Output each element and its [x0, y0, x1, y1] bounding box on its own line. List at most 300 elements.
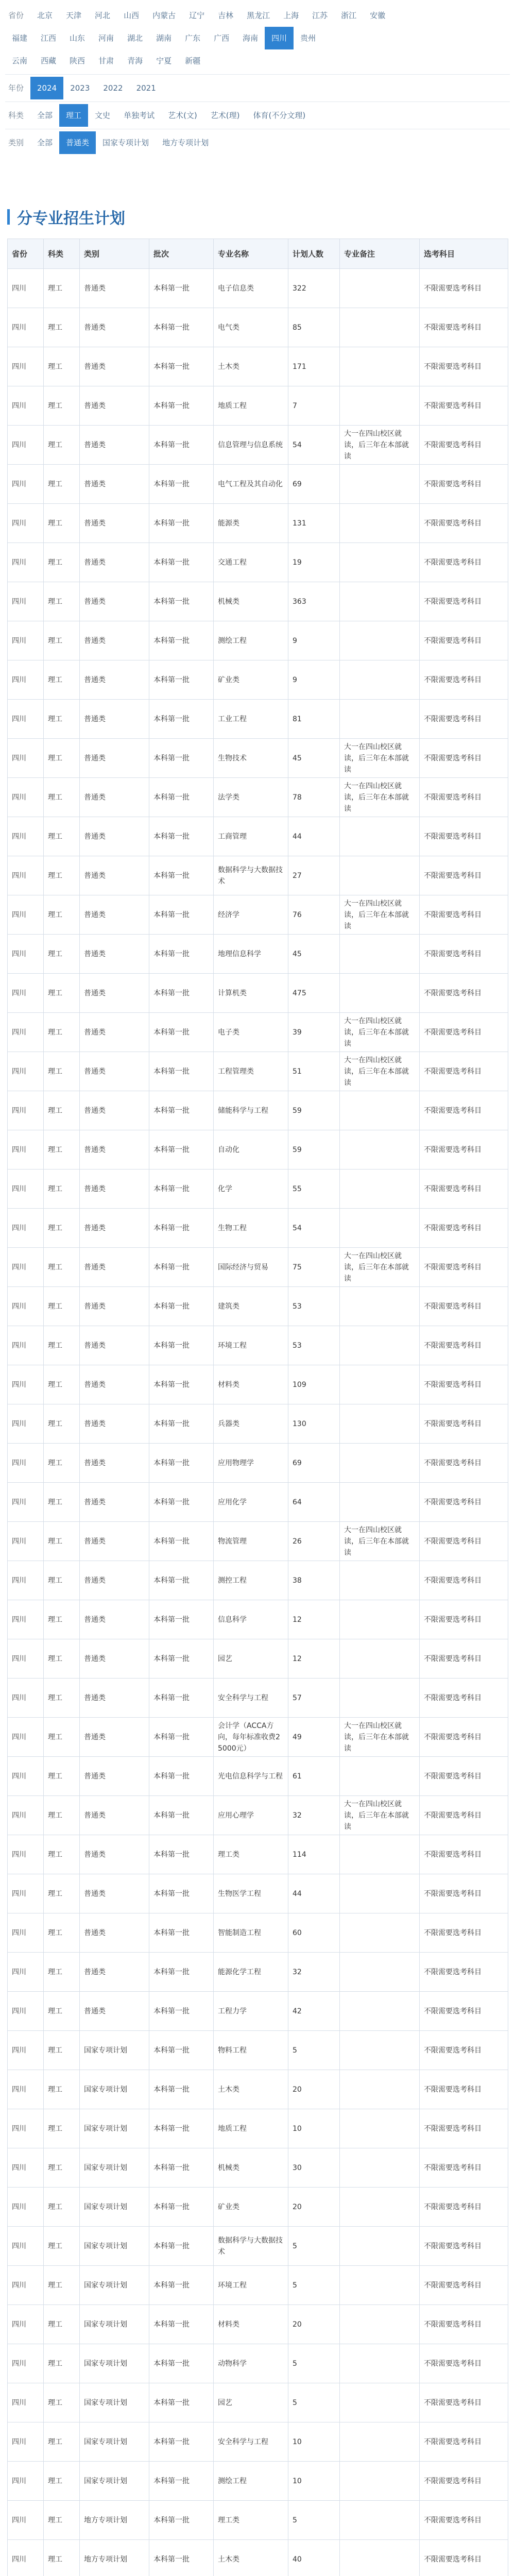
table-cell — [340, 2188, 420, 2227]
table-cell: 本科第一批 — [149, 2109, 214, 2148]
table-cell: 理工 — [44, 2109, 80, 2148]
table-cell: 普通类 — [80, 974, 149, 1013]
table-cell: 四川 — [8, 1992, 44, 2031]
table-cell: 本科第一批 — [149, 1561, 214, 1600]
table-cell: 理工 — [44, 1404, 80, 1444]
table-cell: 本科第一批 — [149, 269, 214, 308]
table-cell — [340, 1600, 420, 1639]
table-row — [8, 1248, 508, 1287]
table-cell: 工业工程 — [214, 700, 288, 739]
table-cell: 本科第一批 — [149, 1835, 214, 1874]
filter-option[interactable]: 理工 — [59, 104, 88, 127]
table-cell: 普通类 — [80, 1483, 149, 1522]
table-cell: 不限需要选考科目 — [420, 1209, 508, 1248]
table-row — [8, 817, 508, 856]
table-cell: 兵器类 — [214, 1404, 288, 1444]
table-cell: 53 — [288, 1326, 340, 1365]
table-cell: 理工 — [44, 1679, 80, 1718]
table-row — [8, 1444, 508, 1483]
table-cell: 智能制造工程 — [214, 1913, 288, 1953]
filter-option[interactable]: 单独考试 — [124, 111, 155, 120]
table-cell: 54 — [288, 426, 340, 465]
batch-label: 类别 — [8, 138, 24, 147]
table-cell — [340, 465, 420, 504]
table-cell: 材料类 — [214, 2305, 288, 2344]
filter-option[interactable]: 青海 — [127, 56, 143, 65]
table-cell: 本科第一批 — [149, 1639, 214, 1679]
table-cell: 四川 — [8, 1287, 44, 1326]
table-cell: 物流管理 — [214, 1522, 288, 1561]
table-cell: 测绘工程 — [214, 621, 288, 660]
table-cell: 不限需要选考科目 — [420, 582, 508, 621]
table-cell: 109 — [288, 1365, 340, 1404]
filter-option[interactable]: 体育(不分文理) — [253, 111, 306, 120]
table-body — [8, 269, 508, 2576]
table-cell: 363 — [288, 582, 340, 621]
subject-filter-row — [5, 101, 510, 127]
table-cell: 普通类 — [80, 347, 149, 386]
table-cell: 不限需要选考科目 — [420, 1013, 508, 1052]
table-cell: 171 — [288, 347, 340, 386]
table-cell: 普通类 — [80, 1639, 149, 1679]
table-cell: 能源类 — [214, 504, 288, 543]
subject-label: 科类 — [8, 111, 24, 120]
table-cell — [340, 2227, 420, 2266]
table-cell: 普通类 — [80, 269, 149, 308]
filter-option[interactable]: 国家专项计划 — [102, 138, 149, 147]
table-cell: 矿业类 — [214, 660, 288, 700]
filter-option[interactable]: 黑龙江 — [247, 11, 270, 20]
table-cell: 40 — [288, 2540, 340, 2576]
table-cell: 理工 — [44, 504, 80, 543]
table-cell — [340, 1365, 420, 1404]
table-cell: 49 — [288, 1718, 340, 1757]
filter-option[interactable]: 2021 — [136, 83, 156, 93]
table-cell — [340, 974, 420, 1013]
table-row — [8, 1874, 508, 1913]
table-cell: 不限需要选考科目 — [420, 1052, 508, 1091]
table-cell: 不限需要选考科目 — [420, 426, 508, 465]
table-row — [8, 1483, 508, 1522]
table-row — [8, 2344, 508, 2383]
table-cell — [340, 1992, 420, 2031]
filter-option[interactable]: 2023 — [70, 83, 90, 93]
filter-option[interactable]: 云南 — [12, 56, 28, 65]
table-row — [8, 660, 508, 700]
table-cell: 普通类 — [80, 935, 149, 974]
table-cell: 理工 — [44, 1091, 80, 1130]
table-cell: 不限需要选考科目 — [420, 660, 508, 700]
table-cell: 物料工程 — [214, 2031, 288, 2070]
table-cell — [340, 1757, 420, 1796]
section-header — [0, 200, 515, 233]
filter-option[interactable]: 江苏 — [312, 11, 328, 20]
table-cell: 四川 — [8, 465, 44, 504]
table-cell: 理工 — [44, 1365, 80, 1404]
table-cell — [340, 1483, 420, 1522]
table-cell: 普通类 — [80, 1913, 149, 1953]
table-cell — [340, 386, 420, 426]
table-cell: 普通类 — [80, 1679, 149, 1718]
table-cell: 10 — [288, 2109, 340, 2148]
table-cell: 数据科学与大数据技术 — [214, 2227, 288, 2266]
table-cell: 不限需要选考科目 — [420, 1913, 508, 1953]
filter-option[interactable]: 湖北 — [127, 33, 143, 43]
table-cell: 9 — [288, 621, 340, 660]
table-cell: 不限需要选考科目 — [420, 347, 508, 386]
table-cell: 理工 — [44, 347, 80, 386]
table-cell: 建筑类 — [214, 1287, 288, 1326]
filter-option[interactable]: 贵州 — [300, 33, 316, 43]
table-cell: 理工 — [44, 2501, 80, 2540]
table-cell: 19 — [288, 543, 340, 582]
table-cell — [340, 1444, 420, 1483]
table-cell — [340, 2540, 420, 2576]
filter-option[interactable]: 全部 — [37, 138, 53, 147]
table-cell: 四川 — [8, 621, 44, 660]
table-cell: 不限需要选考科目 — [420, 386, 508, 426]
table-cell: 不限需要选考科目 — [420, 2070, 508, 2109]
table-cell: 测绘工程 — [214, 2462, 288, 2501]
filter-option[interactable]: 山西 — [124, 11, 140, 20]
table-cell — [340, 2501, 420, 2540]
table-cell: 理工 — [44, 2462, 80, 2501]
table-cell: 四川 — [8, 2109, 44, 2148]
table-row — [8, 2501, 508, 2540]
table-cell — [340, 1835, 420, 1874]
table-cell: 不限需要选考科目 — [420, 2031, 508, 2070]
table-cell: 不限需要选考科目 — [420, 1483, 508, 1522]
table-cell: 114 — [288, 1835, 340, 1874]
filter-option[interactable]: 地方专项计划 — [162, 138, 209, 147]
year-filter-row — [5, 74, 510, 99]
table-cell — [340, 1639, 420, 1679]
filter-option[interactable]: 天津 — [66, 11, 82, 20]
table-cell: 不限需要选考科目 — [420, 2422, 508, 2462]
table-cell — [340, 1679, 420, 1718]
table-cell: 本科第一批 — [149, 1444, 214, 1483]
table-cell: 四川 — [8, 2422, 44, 2462]
table-cell: 国家专项计划 — [80, 2305, 149, 2344]
table-cell — [340, 660, 420, 700]
table-cell: 工程力学 — [214, 1992, 288, 2031]
filter-option[interactable]: 河北 — [95, 11, 111, 20]
table-cell: 不限需要选考科目 — [420, 1874, 508, 1913]
filter-option[interactable]: 江西 — [41, 33, 57, 43]
table-row — [8, 856, 508, 895]
table-cell: 30 — [288, 2148, 340, 2188]
table-cell — [340, 1561, 420, 1600]
filter-option[interactable]: 广西 — [214, 33, 230, 43]
filter-option[interactable]: 北京 — [37, 11, 53, 20]
table-row — [8, 543, 508, 582]
table-cell: 本科第一批 — [149, 660, 214, 700]
table-cell: 四川 — [8, 1913, 44, 1953]
table-row — [8, 2070, 508, 2109]
table-cell — [340, 504, 420, 543]
table-cell: 不限需要选考科目 — [420, 817, 508, 856]
table-cell: 本科第一批 — [149, 1992, 214, 2031]
table-row — [8, 935, 508, 974]
filter-panel — [0, 0, 515, 154]
filter-option[interactable]: 陕西 — [70, 56, 85, 65]
table-cell: 本科第一批 — [149, 2148, 214, 2188]
filter-option[interactable]: 西藏 — [41, 56, 57, 65]
filter-option[interactable]: 吉林 — [218, 11, 234, 20]
table-cell: 本科第一批 — [149, 2188, 214, 2227]
table-cell: 四川 — [8, 269, 44, 308]
table-cell: 经济学 — [214, 895, 288, 935]
table-cell: 理工 — [44, 465, 80, 504]
table-cell: 本科第一批 — [149, 347, 214, 386]
table-cell: 国家专项计划 — [80, 2031, 149, 2070]
table-row — [8, 2148, 508, 2188]
table-row — [8, 1404, 508, 1444]
table-cell: 普通类 — [80, 1953, 149, 1992]
table-row — [8, 739, 508, 778]
table-cell: 本科第一批 — [149, 2031, 214, 2070]
table-cell: 理工 — [44, 1052, 80, 1091]
table-cell: 四川 — [8, 582, 44, 621]
table-cell: 普通类 — [80, 1091, 149, 1130]
table-cell: 四川 — [8, 1483, 44, 1522]
table-cell: 本科第一批 — [149, 1953, 214, 1992]
filter-option[interactable]: 辽宁 — [189, 11, 205, 20]
table-cell: 理工 — [44, 1326, 80, 1365]
table-cell: 32 — [288, 1796, 340, 1835]
table-cell: 应用物理学 — [214, 1444, 288, 1483]
table-cell: 四川 — [8, 2305, 44, 2344]
table-cell: 本科第一批 — [149, 621, 214, 660]
table-cell: 普通类 — [80, 856, 149, 895]
table-cell: 机械类 — [214, 2148, 288, 2188]
table-cell: 不限需要选考科目 — [420, 1091, 508, 1130]
table-cell: 本科第一批 — [149, 2383, 214, 2422]
table-cell: 四川 — [8, 1835, 44, 1874]
table-cell: 动物科学 — [214, 2344, 288, 2383]
table-row — [8, 1913, 508, 1953]
table-cell: 本科第一批 — [149, 1757, 214, 1796]
table-cell: 不限需要选考科目 — [420, 1130, 508, 1170]
table-row — [8, 308, 508, 347]
table-cell: 不限需要选考科目 — [420, 895, 508, 935]
table-cell: 20 — [288, 2070, 340, 2109]
table-cell: 57 — [288, 1679, 340, 1718]
table-cell: 理工 — [44, 2188, 80, 2227]
year-label: 年份 — [8, 83, 24, 93]
table-cell: 不限需要选考科目 — [420, 1365, 508, 1404]
table-row — [8, 1209, 508, 1248]
table-row — [8, 2383, 508, 2422]
table-cell: 生物工程 — [214, 1209, 288, 1248]
filter-option[interactable]: 河南 — [98, 33, 114, 43]
filter-option[interactable]: 山东 — [70, 33, 85, 43]
column-header: 专业备注 — [340, 239, 420, 269]
filter-option[interactable]: 普通类 — [59, 131, 96, 154]
column-header: 省份 — [8, 239, 44, 269]
table-cell: 5 — [288, 2344, 340, 2383]
table-cell: 地方专项计划 — [80, 2540, 149, 2576]
table-cell: 四川 — [8, 1953, 44, 1992]
table-cell: 本科第一批 — [149, 1718, 214, 1757]
filter-option[interactable]: 上海 — [283, 11, 299, 20]
table-cell: 国家专项计划 — [80, 2462, 149, 2501]
table-cell: 不限需要选考科目 — [420, 1718, 508, 1757]
table-cell: 不限需要选考科目 — [420, 935, 508, 974]
filter-option[interactable]: 2022 — [103, 83, 123, 93]
table-cell — [340, 1326, 420, 1365]
table-row — [8, 347, 508, 386]
table-cell: 不限需要选考科目 — [420, 1992, 508, 2031]
table-row — [8, 1600, 508, 1639]
table-row — [8, 426, 508, 465]
table-cell: 本科第一批 — [149, 700, 214, 739]
table-cell: 国家专项计划 — [80, 2148, 149, 2188]
table-cell: 四川 — [8, 1170, 44, 1209]
filter-option[interactable]: 宁夏 — [156, 56, 172, 65]
table-cell: 普通类 — [80, 1209, 149, 1248]
table-cell: 本科第一批 — [149, 426, 214, 465]
table-cell: 普通类 — [80, 1365, 149, 1404]
table-cell: 本科第一批 — [149, 2305, 214, 2344]
table-cell: 地理信息科学 — [214, 935, 288, 974]
filter-option[interactable]: 艺术(理) — [210, 111, 240, 120]
table-cell: 理工 — [44, 1953, 80, 1992]
column-header: 类别 — [80, 239, 149, 269]
table-cell: 应用化学 — [214, 1483, 288, 1522]
table-cell: 不限需要选考科目 — [420, 2501, 508, 2540]
table-cell: 土木类 — [214, 347, 288, 386]
filter-option[interactable]: 安徽 — [370, 11, 386, 20]
table-cell: 四川 — [8, 386, 44, 426]
table-cell: 四川 — [8, 1874, 44, 1913]
table-cell: 普通类 — [80, 817, 149, 856]
filter-option[interactable]: 广东 — [185, 33, 201, 43]
table-cell: 本科第一批 — [149, 1130, 214, 1170]
table-cell: 理工 — [44, 621, 80, 660]
table-cell: 四川 — [8, 1639, 44, 1679]
table-cell: 理工 — [44, 2148, 80, 2188]
table-cell — [340, 935, 420, 974]
table-cell: 本科第一批 — [149, 308, 214, 347]
table-cell: 不限需要选考科目 — [420, 543, 508, 582]
table-cell: 能源化学工程 — [214, 1953, 288, 1992]
table-cell: 本科第一批 — [149, 1600, 214, 1639]
table-cell: 不限需要选考科目 — [420, 621, 508, 660]
table-cell: 四川 — [8, 504, 44, 543]
filter-option[interactable]: 新疆 — [185, 56, 201, 65]
filter-option[interactable]: 浙江 — [341, 11, 357, 20]
table-cell: 地质工程 — [214, 2109, 288, 2148]
table-cell: 本科第一批 — [149, 974, 214, 1013]
table-cell: 不限需要选考科目 — [420, 2188, 508, 2227]
table-cell: 53 — [288, 1287, 340, 1326]
table-row — [8, 1835, 508, 1874]
table-cell: 不限需要选考科目 — [420, 700, 508, 739]
table-cell: 普通类 — [80, 1130, 149, 1170]
filter-option[interactable]: 全部 — [37, 111, 53, 120]
table-cell: 5 — [288, 2266, 340, 2305]
table-cell: 不限需要选考科目 — [420, 2540, 508, 2576]
table-cell: 理工 — [44, 2305, 80, 2344]
table-cell: 本科第一批 — [149, 856, 214, 895]
table-cell — [340, 2109, 420, 2148]
filter-option[interactable]: 甘肃 — [98, 56, 114, 65]
filter-option[interactable]: 艺术(文) — [168, 111, 197, 120]
table-cell: 普通类 — [80, 465, 149, 504]
table-cell: 化学 — [214, 1170, 288, 1209]
table-cell: 四川 — [8, 308, 44, 347]
table-cell: 地质工程 — [214, 386, 288, 426]
table-cell: 理工 — [44, 1874, 80, 1913]
filter-option[interactable]: 福建 — [12, 33, 28, 43]
table-row — [8, 2540, 508, 2576]
table-cell: 理工 — [44, 269, 80, 308]
table-row — [8, 1091, 508, 1130]
table-cell — [340, 1287, 420, 1326]
filter-option[interactable]: 四川 — [265, 27, 294, 49]
table-row — [8, 1013, 508, 1052]
table-cell: 普通类 — [80, 308, 149, 347]
table-cell: 国家专项计划 — [80, 2109, 149, 2148]
table-cell: 四川 — [8, 1326, 44, 1365]
table-cell: 电气工程及其自动化 — [214, 465, 288, 504]
table-cell: 四川 — [8, 2266, 44, 2305]
table-cell — [340, 347, 420, 386]
table-cell: 普通类 — [80, 1404, 149, 1444]
table-cell: 理工 — [44, 739, 80, 778]
filter-option[interactable]: 内蒙古 — [152, 11, 176, 20]
table-cell: 不限需要选考科目 — [420, 504, 508, 543]
table-cell: 普通类 — [80, 1170, 149, 1209]
table-cell: 本科第一批 — [149, 1052, 214, 1091]
table-cell: 55 — [288, 1170, 340, 1209]
table-row — [8, 1718, 508, 1757]
table-cell: 不限需要选考科目 — [420, 2148, 508, 2188]
table-cell: 322 — [288, 269, 340, 308]
filter-option[interactable]: 湖南 — [156, 33, 172, 43]
table-cell: 四川 — [8, 1404, 44, 1444]
table-cell — [340, 1091, 420, 1130]
table-cell: 光电信息科学与工程 — [214, 1757, 288, 1796]
table-cell: 理工 — [44, 2266, 80, 2305]
table-cell: 本科第一批 — [149, 1404, 214, 1444]
table-cell: 理工 — [44, 817, 80, 856]
table-row — [8, 2109, 508, 2148]
table-cell: 四川 — [8, 2227, 44, 2266]
filter-option[interactable]: 海南 — [243, 33, 259, 43]
table-cell: 理工 — [44, 1209, 80, 1248]
table-cell: 85 — [288, 308, 340, 347]
table-cell: 普通类 — [80, 1326, 149, 1365]
table-cell: 不限需要选考科目 — [420, 1953, 508, 1992]
table-cell: 测控工程 — [214, 1561, 288, 1600]
table-cell: 电气类 — [214, 308, 288, 347]
table-cell — [340, 2305, 420, 2344]
table-cell: 理工 — [44, 1444, 80, 1483]
table-row — [8, 1953, 508, 1992]
table-cell: 60 — [288, 1913, 340, 1953]
table-cell: 9 — [288, 660, 340, 700]
table-cell: 不限需要选考科目 — [420, 1639, 508, 1679]
table-cell: 环境工程 — [214, 2266, 288, 2305]
filter-option[interactable]: 2024 — [30, 77, 63, 99]
filter-option[interactable]: 文史 — [95, 111, 111, 120]
table-cell: 本科第一批 — [149, 1679, 214, 1718]
table-cell: 普通类 — [80, 1718, 149, 1757]
table-cell: 四川 — [8, 1013, 44, 1052]
table-cell: 安全科学与工程 — [214, 2422, 288, 2462]
